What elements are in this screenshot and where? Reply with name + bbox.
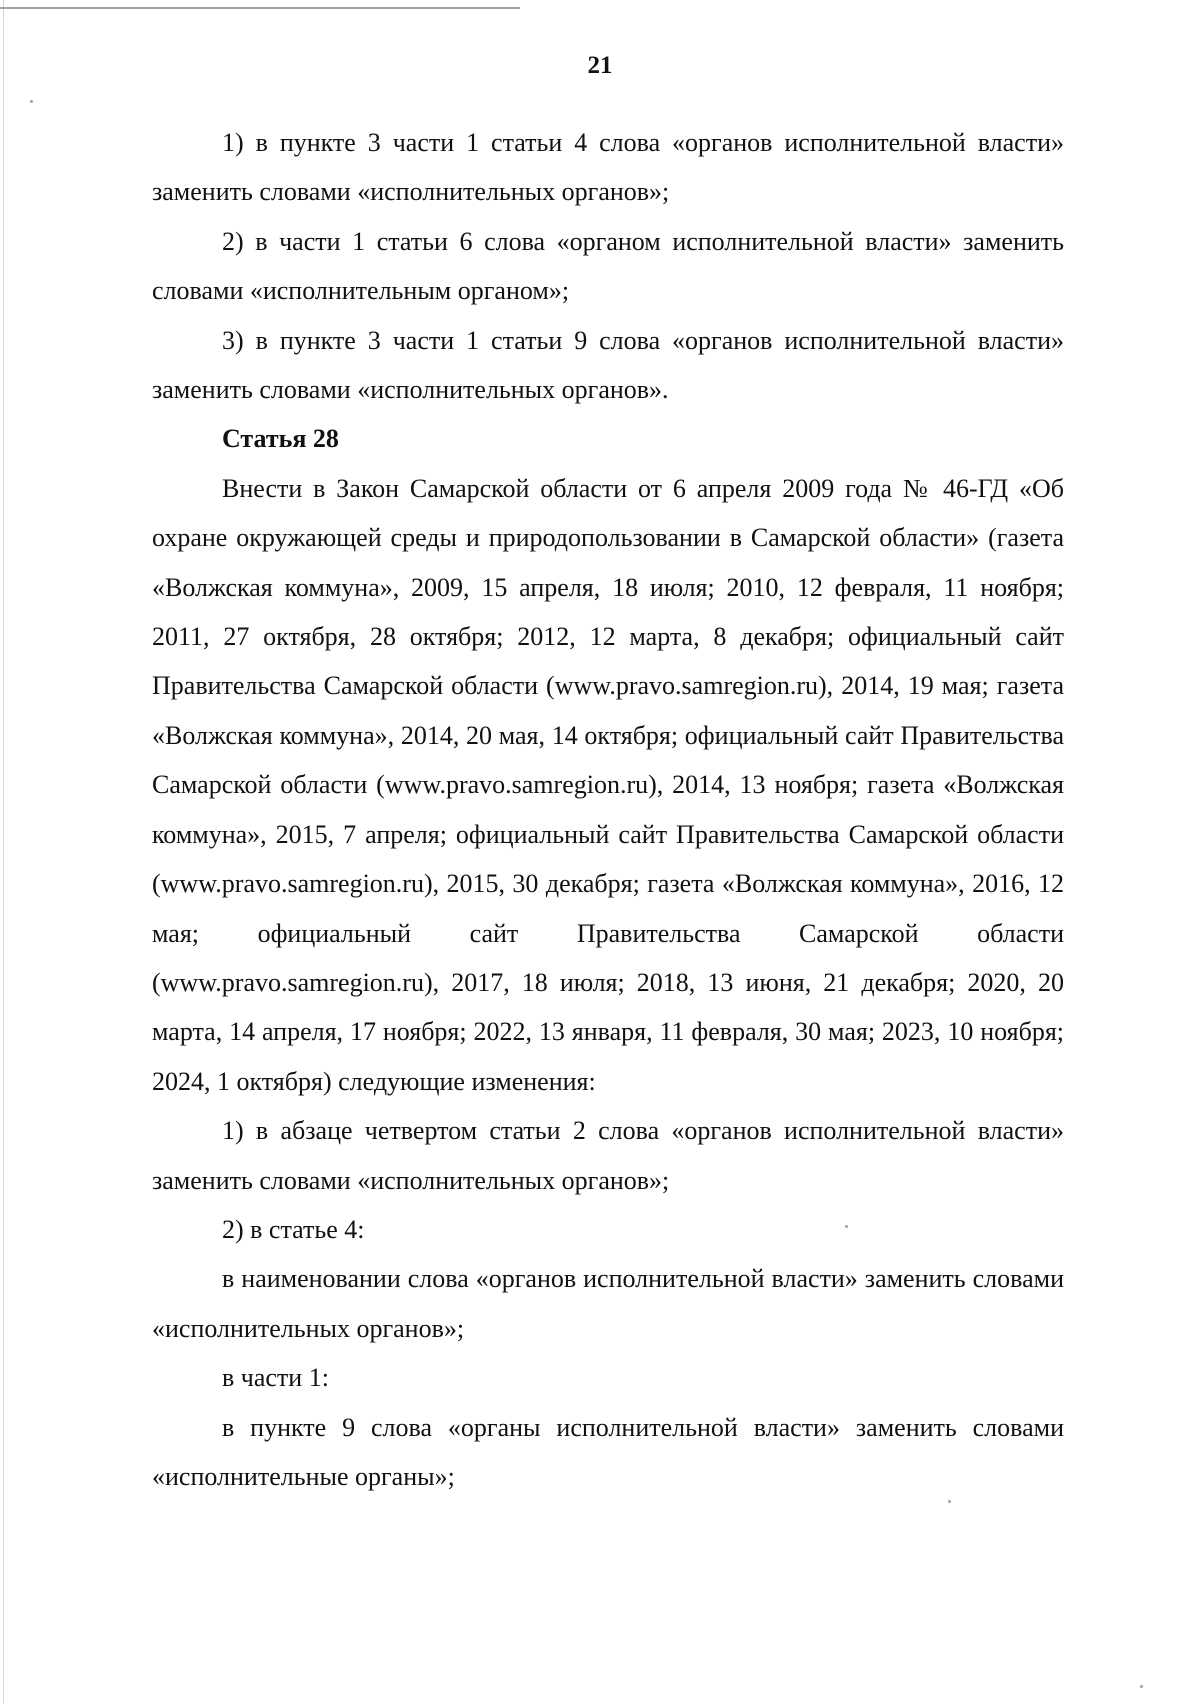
article-heading: Статья 28 bbox=[222, 424, 339, 454]
scan-speck bbox=[948, 1500, 951, 1503]
paragraph-change-2: 2) в статье 4: bbox=[222, 1214, 365, 1244]
paragraph-part-1: в части 1: bbox=[222, 1363, 329, 1393]
paragraph-change-1: 1) в абзаце четвертом статьи 2 слова «органов исполнительной власти» заменить словами «исполнительных органов»; bbox=[152, 1116, 1064, 1195]
paragraph-title-change: в наименовании слова «органов исполнительной власти» заменить словами «исполнительных органов»; bbox=[152, 1264, 1064, 1343]
scan-speck bbox=[1140, 1685, 1143, 1688]
paragraph-item-3: 3) в пункте 3 части 1 статьи 9 слова «органов исполнительной власти» заменить словами «исполнительных органов». bbox=[152, 325, 1064, 405]
paragraph-point-9: в пункте 9 слова «органы исполнительной власти» заменить словами «исполнительные органы»; bbox=[152, 1412, 1064, 1491]
scan-speck bbox=[30, 100, 33, 103]
document-body bbox=[152, 118, 1064, 1501]
scan-edge-top bbox=[0, 7, 520, 9]
page-number: 21 bbox=[587, 52, 613, 79]
paragraph-item-1: 1) в пункте 3 части 1 статьи 4 слова «органов исполнительной власти» заменить словами «исполнительных органов»; bbox=[152, 128, 1064, 207]
scan-speck bbox=[845, 1225, 848, 1228]
scan-edge-left bbox=[3, 0, 4, 1704]
paragraph-item-2: 2) в части 1 статьи 6 слова «органом исполнительной власти» заменить словами «исполнительным органом»; bbox=[152, 226, 1064, 306]
paragraph-law-amendment: Внести в Закон Самарской области от 6 апреля 2009 года № 46-ГД «Об охране окружающей среды и природопользовании в Самарской области» (газета «Волжская коммуна», 2009, 15 апреля, 18 июля; 2010, 12 февраля, 11 ноября; 2011, 27 октября, 28 октября; 2012, 12 марта, 8 декабря; официальный сайт Правительства Самарской области (www.pravo.samregion.ru), 2014, 19 мая; газета «Волжская коммуна», 2014, 20 мая, 14 октября; официальный сайт Правительства Самарской области (www.pravo.samregion.ru), 2014, 13 ноября; газета «Волжская коммуна», 2015, 7 апреля; официальный сайт Правительства Самарской области (www.pravo.samregion.ru), 2015, 30 декабря; газета «Волжская коммуна», 2016, 12 мая; официальный сайт Правительства Самарской области (www.pravo.samregion.ru), 2017, 18 июля; 2018, 13 июня, 21 декабря; 2020, 20 марта, 14 апреля, 17 ноября; 2022, 13 января, 11 февраля, 30 мая; 2023, 10 ноября; 2024, 1 октября) следующие изменения: bbox=[152, 473, 1064, 1096]
